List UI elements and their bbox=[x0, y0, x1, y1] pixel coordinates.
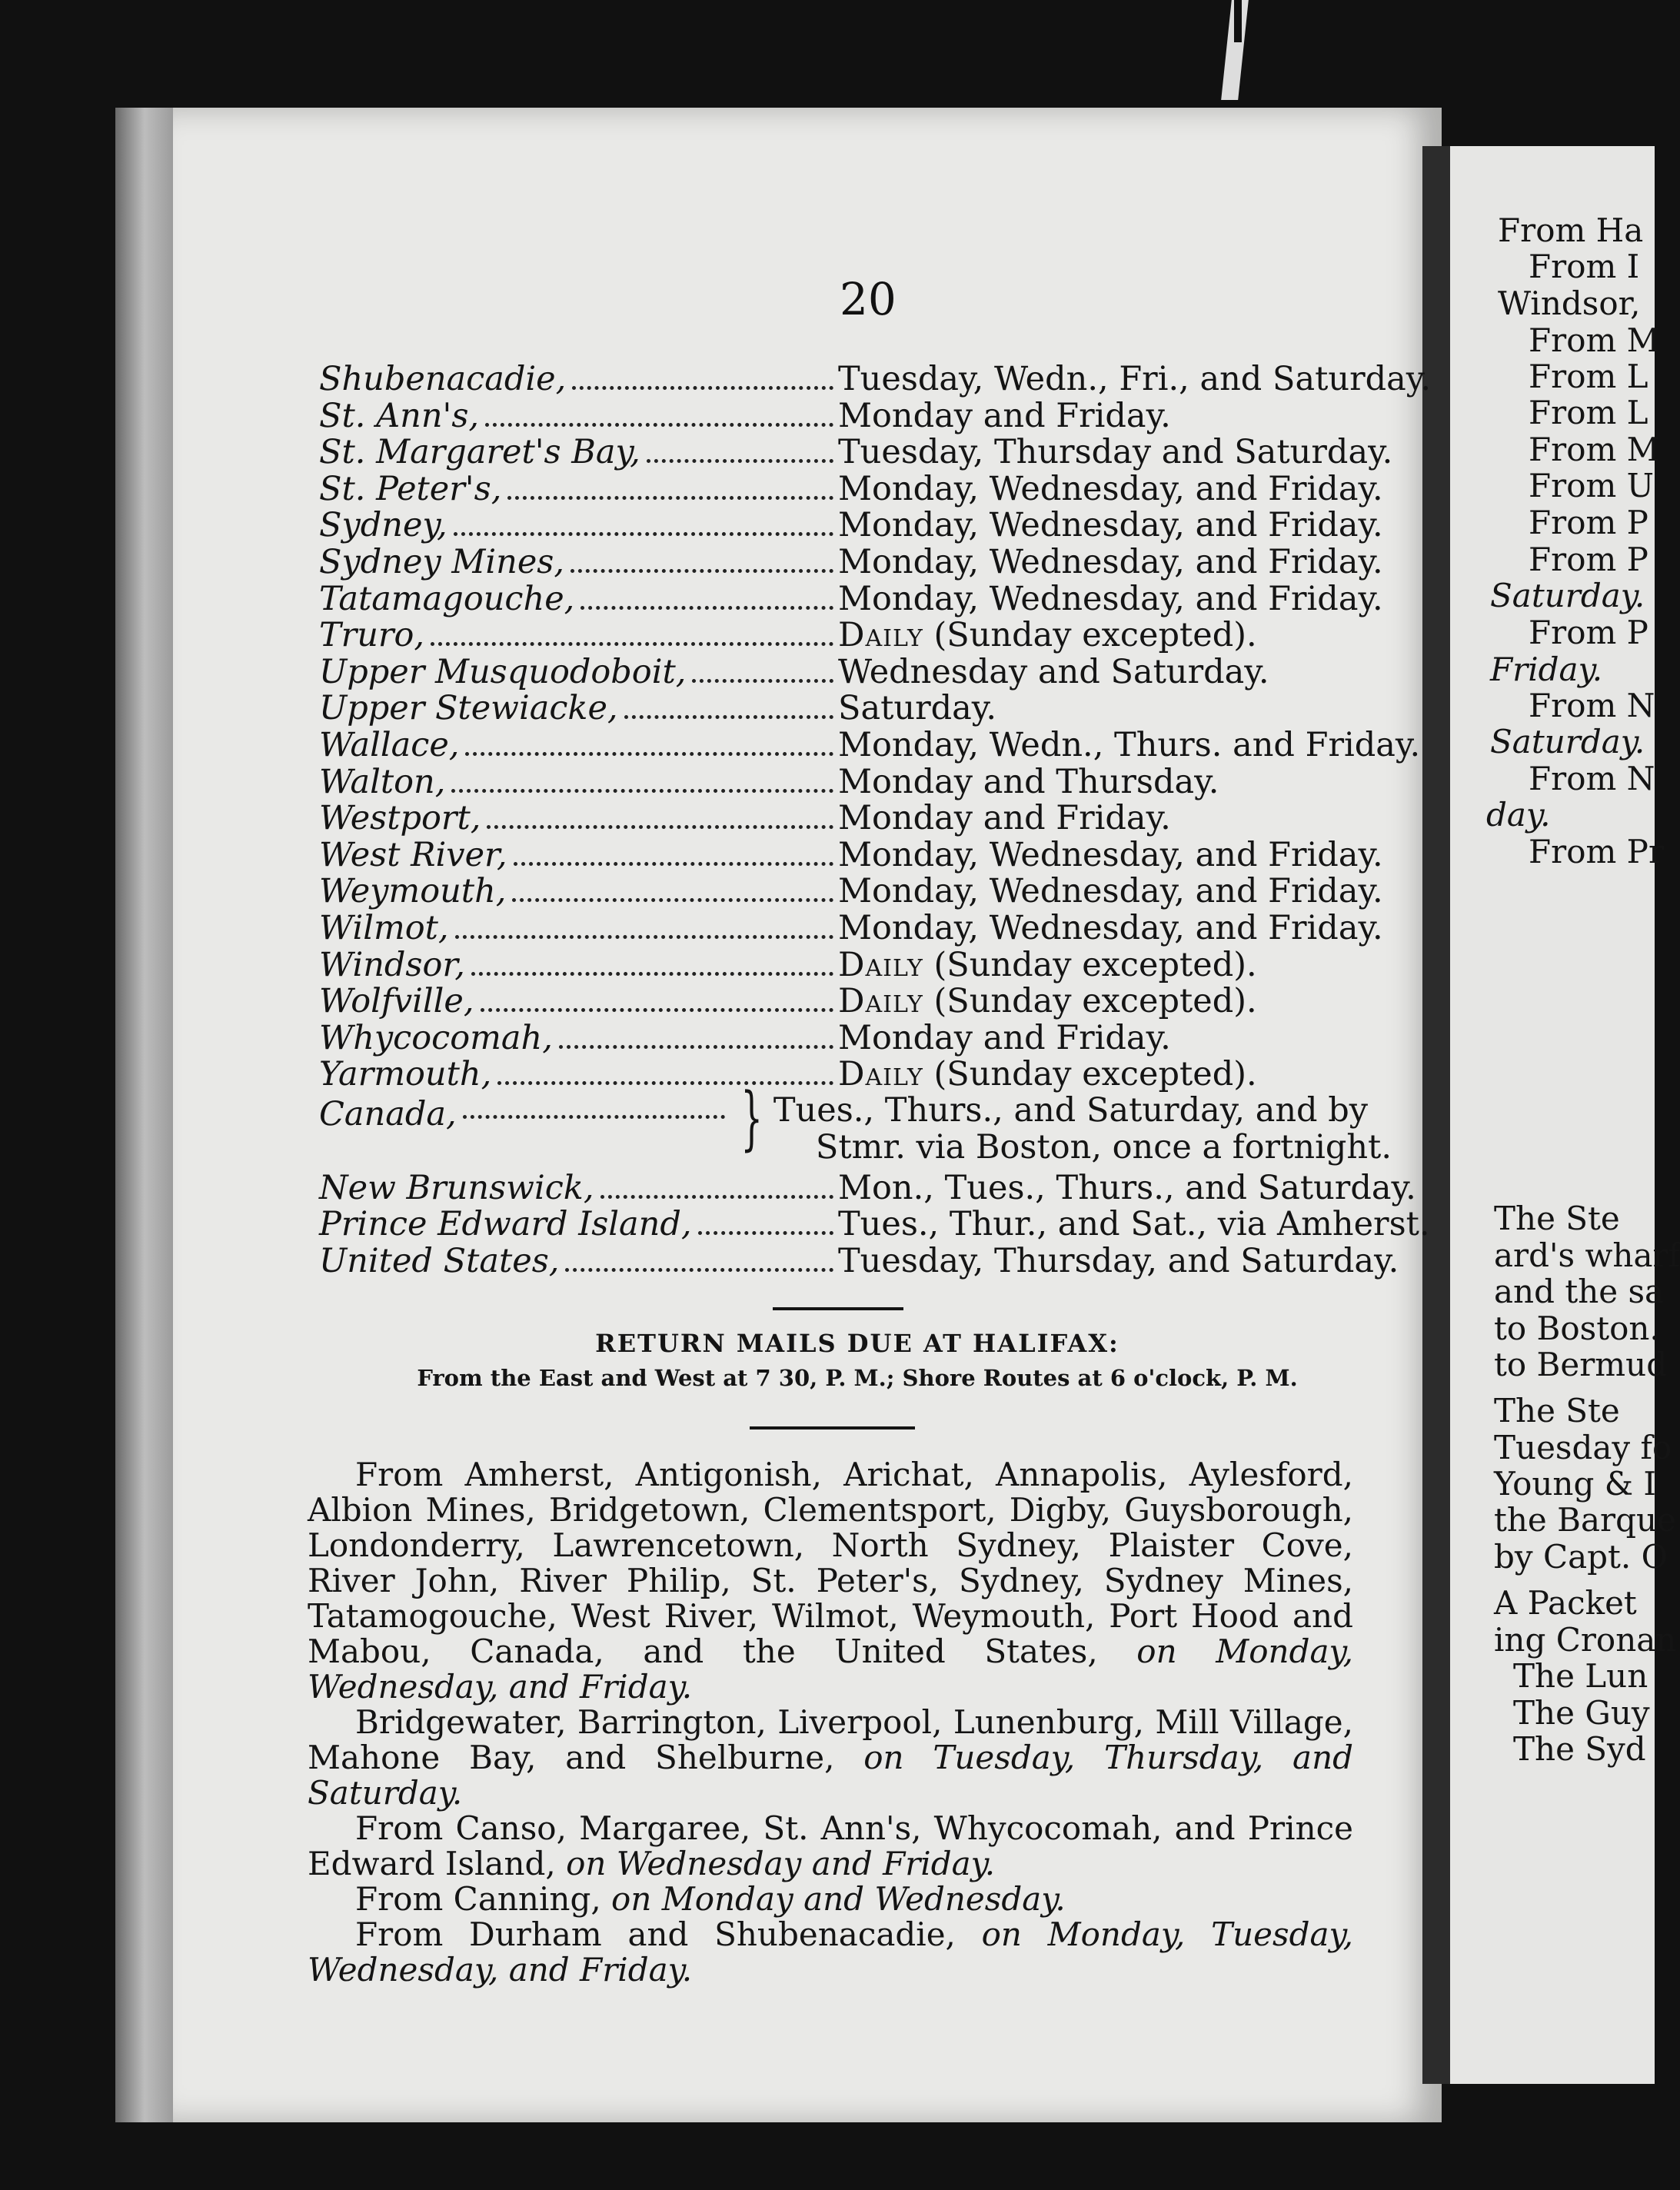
place-name: Windsor, bbox=[319, 945, 465, 984]
schedule-row bbox=[319, 725, 1421, 764]
daily-label: Daily bbox=[838, 982, 923, 1021]
days-text: Monday, Wedn., Thurs. and Friday. bbox=[838, 725, 1421, 764]
right-page-line: The Lun bbox=[1513, 1657, 1648, 1695]
right-page-line: The Ste bbox=[1494, 1200, 1620, 1237]
days-text: Wednesday and Saturday. bbox=[838, 652, 1269, 691]
paragraph-text: From Canning, bbox=[355, 1880, 612, 1918]
schedule-days bbox=[838, 470, 1392, 508]
place-name: Canada, bbox=[319, 1094, 457, 1133]
right-page-line: by Capt. O bbox=[1494, 1538, 1668, 1576]
right-page-line: From Ha bbox=[1498, 211, 1644, 249]
schedule-days bbox=[838, 397, 1392, 435]
return-paragraph bbox=[308, 1917, 1353, 1988]
page-number: 20 bbox=[840, 273, 897, 325]
schedule-days bbox=[838, 543, 1392, 581]
return-paragraph bbox=[308, 1811, 1353, 1882]
right-page-line: From M bbox=[1529, 321, 1660, 359]
place-name: Weymouth, bbox=[319, 872, 507, 911]
leader-dots bbox=[455, 935, 833, 939]
leader-dots bbox=[454, 532, 833, 536]
schedule-days bbox=[838, 616, 1392, 654]
place-name: Sydney, bbox=[319, 506, 447, 545]
schedule-row bbox=[319, 1242, 1399, 1281]
days-text: Monday, Wednesday, and Friday. bbox=[838, 579, 1383, 618]
place-name: West River, bbox=[319, 835, 507, 874]
schedule-row bbox=[319, 946, 1392, 983]
schedule-days bbox=[838, 1168, 1416, 1207]
leader-dots bbox=[451, 789, 833, 793]
leader-dots bbox=[581, 606, 833, 610]
place-name: Sydney Mines, bbox=[319, 542, 565, 581]
schedule-row bbox=[319, 799, 1392, 836]
return-paragraph bbox=[308, 1457, 1353, 1705]
right-page-line: ing Cronan bbox=[1494, 1621, 1677, 1659]
leader-dots bbox=[512, 898, 833, 902]
schedule-row bbox=[319, 397, 1392, 434]
schedule-days bbox=[838, 653, 1392, 691]
days-text: (Sunday excepted). bbox=[923, 616, 1257, 655]
days-text: (Sunday excepted). bbox=[923, 1055, 1257, 1094]
leader-dots bbox=[465, 752, 833, 756]
days-text: Monday, Wednesday, and Friday. bbox=[838, 835, 1383, 874]
schedule-days bbox=[838, 763, 1392, 801]
leader-dots bbox=[565, 1268, 833, 1272]
return-mails-subheading: From the East and West at 7 30, P. M.; Shore Routes at 6 o'clock, P. M. bbox=[417, 1365, 1298, 1391]
days-line-1: Tues., Thurs., and Saturday, and by bbox=[773, 1090, 1369, 1130]
days-text: Mon., Tues., Thurs., and Saturday. bbox=[838, 1168, 1416, 1207]
paragraph-days: on Tuesday, Thursday, and Saturday. bbox=[308, 1739, 1353, 1812]
days-text: Tuesday, Thursday, and Saturday. bbox=[838, 1242, 1399, 1281]
right-page-line: From P bbox=[1529, 614, 1648, 651]
schedule-days bbox=[838, 1242, 1399, 1281]
place-name: Yarmouth, bbox=[319, 1055, 492, 1094]
right-page-line: The Ste bbox=[1494, 1392, 1620, 1429]
daily-label: Daily bbox=[838, 1055, 923, 1094]
leader-dots bbox=[487, 825, 833, 829]
leader-dots bbox=[485, 423, 833, 427]
leader-dots bbox=[572, 386, 833, 390]
leader-dots bbox=[514, 862, 833, 866]
schedule-row bbox=[319, 653, 1392, 690]
right-page-line: Friday. bbox=[1490, 651, 1603, 688]
place-name: Wolfville, bbox=[319, 982, 474, 1021]
days-text: Tuesday, Wedn., Fri., and Saturday. bbox=[838, 360, 1432, 398]
schedule-days bbox=[838, 946, 1392, 984]
paragraph-days: on Monday and Wednesday. bbox=[611, 1880, 1066, 1918]
place-name: Upper Stewiacke, bbox=[319, 689, 618, 728]
return-mails-paragraphs bbox=[308, 1457, 1353, 1988]
schedule-row bbox=[319, 580, 1392, 617]
paragraph-text: From Amherst, Antigonish, Arichat, Annapolis, Aylesford, Albion Mines, Bridgetown, Clementsport, Digby, Guysborough, Londonderry, Lawrencetown, North Sydney, Plaister Cove, River John, River Philip, St. Peter's, Sydney, Sydney Mines, Tatamogouche, West River, Wilmot, Weymouth, Port Hood and Mabou, Canada, and the United States, bbox=[308, 1456, 1353, 1670]
schedule-days bbox=[838, 433, 1392, 471]
paper-tab-shadow bbox=[1234, 0, 1242, 42]
right-page-line: From P bbox=[1529, 504, 1648, 541]
days-text: Monday, Wednesday, and Friday. bbox=[838, 506, 1383, 545]
leader-dots bbox=[571, 569, 833, 573]
days-text: Monday and Friday. bbox=[838, 799, 1171, 838]
right-page-line: Tuesday fo bbox=[1494, 1429, 1672, 1466]
right-page-line: The Syd bbox=[1513, 1730, 1646, 1768]
schedule-row bbox=[319, 1019, 1392, 1056]
days-text: Monday and Friday. bbox=[838, 396, 1171, 435]
schedule-days bbox=[838, 982, 1392, 1020]
days-text: Tues., Thur., and Sat., via Amherst. bbox=[838, 1205, 1430, 1244]
right-page-line: day. bbox=[1486, 796, 1551, 834]
book-gutter bbox=[1422, 146, 1450, 2084]
days-text: Monday, Wednesday, and Friday. bbox=[838, 908, 1383, 947]
daily-label: Daily bbox=[838, 945, 923, 984]
schedule-days bbox=[838, 360, 1432, 398]
right-page-line: From N bbox=[1529, 687, 1655, 724]
place-name: Prince Edward Island, bbox=[319, 1205, 692, 1244]
leader-dots bbox=[692, 679, 833, 683]
right-page-line: to Bermud bbox=[1494, 1346, 1668, 1383]
days-text: Monday and Thursday. bbox=[838, 762, 1219, 801]
place-name: St. Ann's, bbox=[319, 396, 480, 435]
days-text: (Sunday excepted). bbox=[923, 945, 1257, 984]
right-page-line: A Packet bbox=[1494, 1584, 1637, 1622]
right-page-line: From L bbox=[1529, 358, 1648, 395]
schedule-days bbox=[838, 872, 1392, 910]
divider-rule-top bbox=[773, 1307, 903, 1310]
schedule-row bbox=[319, 689, 1392, 726]
right-page-line: Windsor, bbox=[1498, 285, 1641, 322]
leader-dots bbox=[559, 1045, 833, 1049]
right-page bbox=[1450, 146, 1680, 2084]
schedule-days bbox=[838, 909, 1392, 947]
right-page-line: From L bbox=[1529, 394, 1648, 431]
schedule-row bbox=[319, 836, 1392, 873]
schedule-row bbox=[319, 1055, 1392, 1092]
leader-dots bbox=[507, 496, 833, 500]
paragraph-days: on Wednesday and Friday. bbox=[566, 1845, 996, 1882]
schedule-row bbox=[319, 982, 1392, 1019]
right-page-line: Saturday. bbox=[1490, 723, 1645, 761]
schedule-days bbox=[838, 799, 1392, 837]
place-name: Wilmot, bbox=[319, 908, 449, 947]
schedule-days bbox=[838, 689, 1392, 727]
schedule-days bbox=[838, 725, 1421, 764]
return-paragraph bbox=[308, 1882, 1353, 1917]
right-page-line: The Guy bbox=[1513, 1694, 1650, 1732]
days-text: Monday, Wednesday, and Friday. bbox=[838, 872, 1383, 911]
schedule-days bbox=[838, 1055, 1392, 1093]
schedule-days bbox=[838, 580, 1392, 618]
schedule-row bbox=[319, 872, 1392, 909]
place-name: Shubenacadie, bbox=[319, 360, 567, 398]
leader-dots bbox=[481, 1008, 834, 1012]
schedule-days bbox=[838, 836, 1392, 874]
right-page-line: From P bbox=[1529, 541, 1648, 578]
schedule-row bbox=[319, 506, 1392, 543]
leader-dots bbox=[624, 715, 833, 719]
schedule-row bbox=[319, 909, 1392, 946]
mail-schedule-list bbox=[319, 360, 1432, 1281]
right-page-line: Saturday. bbox=[1490, 577, 1645, 614]
right-page-line: From N bbox=[1529, 760, 1655, 797]
days-text: (Sunday excepted). bbox=[923, 982, 1257, 1021]
place-name: Walton, bbox=[319, 762, 446, 801]
daily-label: Daily bbox=[838, 616, 923, 655]
place-name: Westport, bbox=[319, 799, 481, 838]
place-name: Truro, bbox=[319, 616, 425, 655]
place-name: St. Peter's, bbox=[319, 469, 502, 508]
place-name: United States, bbox=[319, 1242, 560, 1281]
right-page-line: ard's wharf bbox=[1494, 1236, 1680, 1274]
schedule-days bbox=[838, 1019, 1392, 1057]
schedule-row bbox=[319, 543, 1392, 580]
return-mails-heading: RETURN MAILS DUE AT HALIFAX: bbox=[595, 1329, 1119, 1358]
paragraph-days: on Monday, Wednesday, and Friday. bbox=[308, 1633, 1353, 1706]
days-line-2: Stmr. via Boston, once a fortnight. bbox=[815, 1127, 1392, 1167]
paragraph-text: From Durham and Shubenacadie, bbox=[355, 1915, 982, 1953]
paragraph-text: Bridgewater, Barrington, Liverpool, Lunenburg, Mill Village, Mahone Bay, and Shelburne, bbox=[308, 1703, 1353, 1776]
right-page-line: From M bbox=[1529, 431, 1660, 468]
schedule-days bbox=[838, 1205, 1430, 1244]
leader-dots bbox=[647, 459, 833, 463]
right-page-line: and the sa bbox=[1494, 1273, 1665, 1310]
place-name: Wallace, bbox=[319, 725, 460, 764]
leader-dots bbox=[497, 1081, 833, 1085]
leader-dots bbox=[471, 972, 833, 976]
days-text: Monday, Wednesday, and Friday. bbox=[838, 542, 1383, 581]
right-page-line: From Pr bbox=[1529, 833, 1665, 870]
place-name: Upper Musquodoboit, bbox=[319, 652, 687, 691]
schedule-row bbox=[319, 470, 1392, 507]
schedule-row bbox=[319, 360, 1432, 398]
leader-dots bbox=[698, 1231, 833, 1235]
schedule-row bbox=[319, 616, 1392, 653]
days-text: Tuesday, Thursday and Saturday. bbox=[838, 433, 1393, 472]
days-text: Monday, Wednesday, and Friday. bbox=[838, 469, 1383, 508]
schedule-row bbox=[319, 1168, 1416, 1207]
return-paragraph bbox=[308, 1705, 1353, 1811]
right-page-line: to Boston. bbox=[1494, 1310, 1660, 1347]
place-name: Tatamagouche, bbox=[319, 579, 575, 618]
days-text: Saturday. bbox=[838, 689, 997, 728]
schedule-days bbox=[773, 1092, 1392, 1166]
paragraph-text: From Canso, Margaree, St. Ann's, Whycocomah, and Prince Edward Island, bbox=[308, 1809, 1353, 1882]
schedule-days bbox=[838, 506, 1392, 544]
place-name: New Brunswick, bbox=[319, 1168, 594, 1207]
schedule-row bbox=[319, 763, 1392, 800]
paragraph-days: on Monday, Tuesday, Wednesday, and Friday. bbox=[308, 1915, 1354, 1989]
place-name: Whycocomah, bbox=[319, 1018, 553, 1057]
right-page-line: From U bbox=[1529, 467, 1655, 504]
right-page-line: From I bbox=[1529, 248, 1640, 285]
right-page-line: the Barque bbox=[1494, 1501, 1676, 1539]
leader-dots bbox=[463, 1115, 725, 1119]
schedule-row bbox=[319, 1205, 1430, 1244]
divider-rule-bottom bbox=[750, 1426, 915, 1429]
schedule-row-canada bbox=[319, 1077, 1392, 1169]
brace-glyph: } bbox=[740, 1077, 763, 1159]
leader-dots bbox=[600, 1195, 833, 1199]
place-name: St. Margaret's Bay, bbox=[319, 433, 640, 472]
schedule-row bbox=[319, 433, 1392, 470]
right-page-line: Young & I bbox=[1494, 1465, 1657, 1503]
leader-dots bbox=[431, 642, 833, 646]
days-text: Monday and Friday. bbox=[838, 1018, 1171, 1057]
